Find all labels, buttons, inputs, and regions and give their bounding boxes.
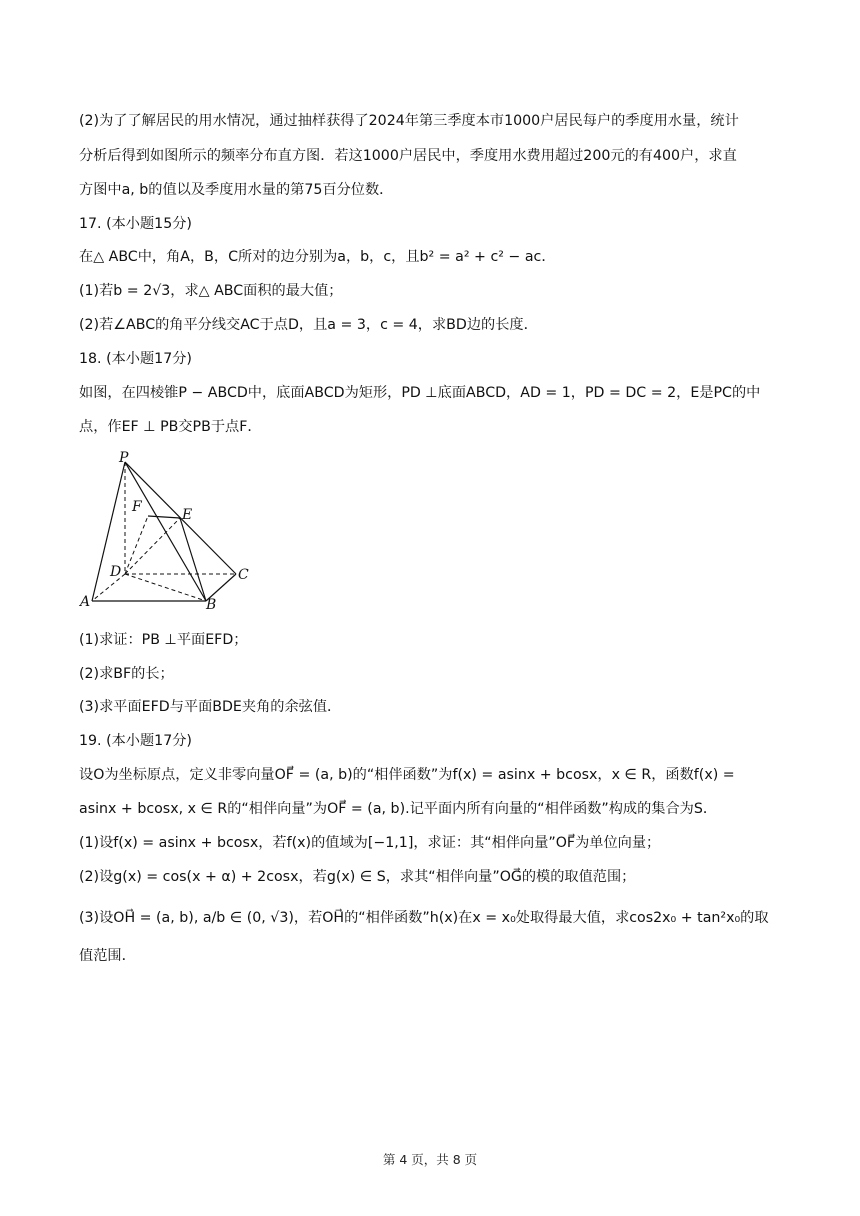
question-19-header: 19. (本小题17分) — [79, 733, 192, 749]
question-18-header: 18. (本小题17分) — [79, 351, 192, 367]
edge-DB — [125, 574, 206, 601]
question-18-stem-line-1: 如图，在四棱锥P − ABCD中，底面ABCD为矩形，PD ⊥底面ABCD，AD = 1，PD = DC = 2，E是PC的中 — [79, 385, 761, 401]
question-16-part-2-line-1: (2)为了了解居民的用水情况，通过抽样获得了2024年第三季度本市1000户居民每户的季度用水量，统计 — [79, 113, 739, 129]
pyramid-diagram — [70, 448, 260, 618]
question-19-part-2: (2)设g(x) = cos(x + α) + 2cosx，若g(x) ∈ S，求其“相伴向量”OG⃗的模的取值范围； — [79, 869, 636, 885]
label-P: P — [119, 450, 129, 466]
question-18-part-2: (2)求BF的长； — [79, 666, 174, 682]
question-19-part-3-line-2: 值范围． — [79, 948, 136, 964]
edge-DF — [125, 516, 148, 574]
question-18-part-1: (1)求证：PB ⊥平面EFD； — [79, 632, 248, 648]
label-D: D — [110, 564, 122, 580]
edge-PA — [92, 462, 125, 601]
question-16-part-2-line-2: 分析后得到如图所示的频率分布直方图．若这1000户居民中，季度用水费用超过200元的有400户，求直 — [79, 148, 737, 164]
question-16-part-2-line-3: 方图中a, b的值以及季度用水量的第75百分位数． — [79, 182, 394, 198]
question-18-stem-line-2: 点，作EF ⊥ PB交PB于点F． — [79, 419, 262, 435]
label-E: E — [182, 507, 193, 523]
label-B: B — [206, 597, 217, 613]
question-18-part-3: (3)求平面EFD与平面BDE夹角的余弦值． — [79, 699, 342, 715]
question-17-header: 17. (本小题15分) — [79, 216, 192, 232]
edge-DE — [125, 518, 180, 574]
label-C: C — [238, 567, 249, 583]
question-19-stem-line-1: 设O为坐标原点，定义非零向量OF⃗ = (a, b)的“相伴函数”为f(x) = asinx + bcosx，x ∈ R，函数f(x) = — [79, 767, 735, 783]
question-19-part-1: (1)设f(x) = asinx + bcosx，若f(x)的值域为[−1,1]，求证：其“相伴向量”OF⃗为单位向量； — [79, 835, 661, 851]
question-19-stem-line-2: asinx + bcosx, x ∈ R的“相伴向量”为OF⃗ = (a, b).记平面内所有向量的“相伴函数”构成的集合为S． — [79, 801, 718, 817]
edge-EF — [148, 516, 180, 518]
question-17-part-1: (1)若b = 2√3，求△ ABC面积的最大值； — [79, 283, 343, 299]
pyramid-figure — [70, 448, 260, 618]
question-19-part-3-line-1: (3)设OH⃗ = (a, b), a/b ∈ (0, √3)，若OH⃗的“相伴函数”h(x)在x = x₀处取得最大值，求cos2x₀ + tan²x₀的取 — [79, 910, 769, 926]
question-17-part-2: (2)若∠ABC的角平分线交AC于点D，且a = 3，c = 4，求BD边的长度． — [79, 317, 538, 333]
label-F: F — [132, 499, 142, 515]
page-footer: 第 4 页，共 8 页 — [382, 1152, 478, 1167]
question-17-stem: 在△ ABC中，角A，B，C所对的边分别为a，b，c，且b² = a² + c² − ac． — [79, 249, 556, 265]
label-A: A — [80, 594, 91, 610]
